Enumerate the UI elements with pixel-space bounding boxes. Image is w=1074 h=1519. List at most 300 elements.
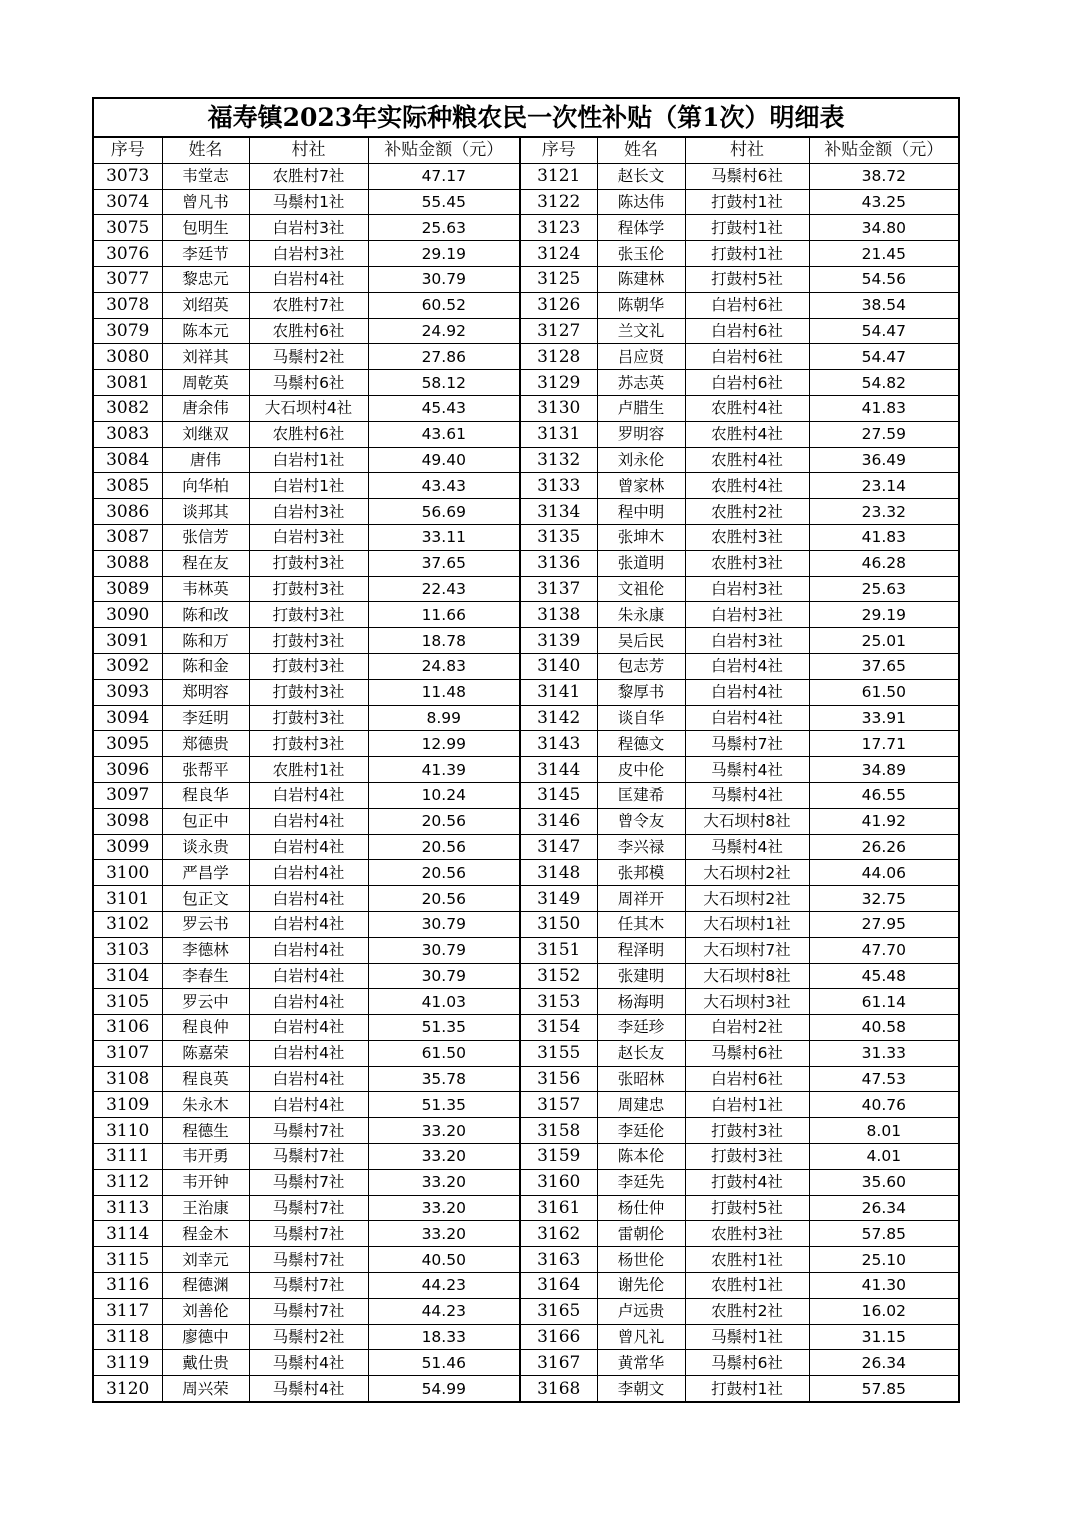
cell-amount: 25.01 bbox=[809, 628, 959, 654]
cell-amount: 29.19 bbox=[368, 241, 520, 267]
cell-village: 大石坝村2社 bbox=[685, 860, 809, 886]
cell-amount: 24.92 bbox=[368, 318, 520, 344]
cell-amount: 11.66 bbox=[368, 602, 520, 628]
cell-amount: 40.58 bbox=[809, 1015, 959, 1041]
cell-amount: 54.47 bbox=[809, 344, 959, 370]
cell-amount: 10.24 bbox=[368, 782, 520, 808]
cell-name: 曾凡礼 bbox=[597, 1324, 685, 1350]
cell-name: 陈本元 bbox=[162, 318, 249, 344]
header-amount: 补贴金额（元） bbox=[809, 137, 959, 163]
table-row bbox=[93, 1247, 959, 1273]
cell-village: 白岩村4社 bbox=[249, 937, 368, 963]
cell-amount: 33.91 bbox=[809, 705, 959, 731]
cell-amount: 20.56 bbox=[368, 808, 520, 834]
cell-name: 程在友 bbox=[162, 550, 249, 576]
cell-seq: 3143 bbox=[520, 731, 597, 757]
cell-seq: 3101 bbox=[93, 886, 162, 912]
cell-name: 程德生 bbox=[162, 1118, 249, 1144]
cell-village: 白岩村6社 bbox=[685, 344, 809, 370]
cell-seq: 3147 bbox=[520, 834, 597, 860]
cell-name: 周祥开 bbox=[597, 886, 685, 912]
cell-seq: 3133 bbox=[520, 473, 597, 499]
cell-amount: 17.71 bbox=[809, 731, 959, 757]
cell-name: 苏志英 bbox=[597, 370, 685, 396]
cell-village: 白岩村2社 bbox=[685, 1015, 809, 1041]
cell-seq: 3079 bbox=[93, 318, 162, 344]
cell-amount: 55.45 bbox=[368, 189, 520, 215]
cell-village: 大石坝村1社 bbox=[685, 911, 809, 937]
cell-name: 黎厚书 bbox=[597, 679, 685, 705]
cell-village: 打鼓村4社 bbox=[685, 1169, 809, 1195]
cell-village: 农胜村1社 bbox=[685, 1273, 809, 1299]
cell-seq: 3122 bbox=[520, 189, 597, 215]
cell-village: 马鬃村2社 bbox=[249, 1324, 368, 1350]
cell-amount: 40.76 bbox=[809, 1092, 959, 1118]
cell-seq: 3132 bbox=[520, 447, 597, 473]
cell-name: 陈和改 bbox=[162, 602, 249, 628]
cell-village: 马鬃村7社 bbox=[249, 1144, 368, 1170]
table-row bbox=[93, 628, 959, 654]
cell-seq: 3128 bbox=[520, 344, 597, 370]
cell-village: 农胜村6社 bbox=[249, 318, 368, 344]
cell-amount: 30.79 bbox=[368, 911, 520, 937]
cell-seq: 3135 bbox=[520, 524, 597, 550]
cell-name: 廖德中 bbox=[162, 1324, 249, 1350]
cell-village: 白岩村4社 bbox=[249, 782, 368, 808]
cell-seq: 3142 bbox=[520, 705, 597, 731]
table-row bbox=[93, 1195, 959, 1221]
cell-seq: 3077 bbox=[93, 266, 162, 292]
cell-amount: 8.01 bbox=[809, 1118, 959, 1144]
cell-amount: 45.48 bbox=[809, 963, 959, 989]
cell-amount: 44.23 bbox=[368, 1298, 520, 1324]
cell-name: 包正中 bbox=[162, 808, 249, 834]
table-row bbox=[93, 421, 959, 447]
table-row bbox=[93, 447, 959, 473]
cell-seq: 3134 bbox=[520, 499, 597, 525]
cell-name: 严昌学 bbox=[162, 860, 249, 886]
cell-seq: 3159 bbox=[520, 1144, 597, 1170]
cell-village: 农胜村1社 bbox=[249, 757, 368, 783]
cell-name: 张帮平 bbox=[162, 757, 249, 783]
cell-name: 曾凡书 bbox=[162, 189, 249, 215]
cell-seq: 3086 bbox=[93, 499, 162, 525]
cell-name: 包正文 bbox=[162, 886, 249, 912]
cell-seq: 3098 bbox=[93, 808, 162, 834]
cell-seq: 3144 bbox=[520, 757, 597, 783]
cell-village: 白岩村1社 bbox=[685, 1092, 809, 1118]
cell-name: 包明生 bbox=[162, 215, 249, 241]
cell-name: 李春生 bbox=[162, 963, 249, 989]
table-row bbox=[93, 937, 959, 963]
cell-name: 皮中伦 bbox=[597, 757, 685, 783]
cell-seq: 3117 bbox=[93, 1298, 162, 1324]
cell-name: 程良英 bbox=[162, 1066, 249, 1092]
cell-amount: 54.82 bbox=[809, 370, 959, 396]
cell-village: 大石坝村2社 bbox=[685, 886, 809, 912]
cell-amount: 26.34 bbox=[809, 1195, 959, 1221]
cell-amount: 43.25 bbox=[809, 189, 959, 215]
cell-village: 马鬃村7社 bbox=[249, 1221, 368, 1247]
cell-amount: 31.15 bbox=[809, 1324, 959, 1350]
cell-seq: 3089 bbox=[93, 576, 162, 602]
cell-village: 马鬃村1社 bbox=[249, 189, 368, 215]
cell-name: 陈本伦 bbox=[597, 1144, 685, 1170]
cell-amount: 41.03 bbox=[368, 989, 520, 1015]
cell-amount: 44.23 bbox=[368, 1273, 520, 1299]
cell-amount: 37.65 bbox=[809, 653, 959, 679]
cell-name: 曾令友 bbox=[597, 808, 685, 834]
cell-seq: 3152 bbox=[520, 963, 597, 989]
cell-seq: 3148 bbox=[520, 860, 597, 886]
cell-village: 白岩村4社 bbox=[249, 1015, 368, 1041]
cell-amount: 61.50 bbox=[809, 679, 959, 705]
cell-seq: 3113 bbox=[93, 1195, 162, 1221]
cell-name: 谈自华 bbox=[597, 705, 685, 731]
cell-seq: 3131 bbox=[520, 421, 597, 447]
cell-name: 唐伟 bbox=[162, 447, 249, 473]
cell-village: 打鼓村3社 bbox=[249, 705, 368, 731]
cell-amount: 47.17 bbox=[368, 163, 520, 189]
cell-name: 陈和金 bbox=[162, 653, 249, 679]
cell-village: 打鼓村1社 bbox=[685, 241, 809, 267]
cell-seq: 3130 bbox=[520, 395, 597, 421]
cell-amount: 57.85 bbox=[809, 1221, 959, 1247]
cell-village: 农胜村7社 bbox=[249, 292, 368, 318]
cell-village: 马鬃村1社 bbox=[685, 1324, 809, 1350]
cell-village: 农胜村3社 bbox=[685, 524, 809, 550]
cell-name: 李廷先 bbox=[597, 1169, 685, 1195]
cell-name: 雷朝伦 bbox=[597, 1221, 685, 1247]
cell-seq: 3123 bbox=[520, 215, 597, 241]
subsidy-table bbox=[92, 97, 960, 1403]
cell-village: 打鼓村3社 bbox=[249, 576, 368, 602]
cell-seq: 3084 bbox=[93, 447, 162, 473]
cell-village: 白岩村4社 bbox=[249, 1040, 368, 1066]
cell-village: 农胜村4社 bbox=[685, 421, 809, 447]
cell-name: 郑德贵 bbox=[162, 731, 249, 757]
column-header-row bbox=[93, 137, 959, 163]
cell-village: 打鼓村1社 bbox=[685, 189, 809, 215]
cell-amount: 20.56 bbox=[368, 860, 520, 886]
cell-seq: 3074 bbox=[93, 189, 162, 215]
cell-seq: 3104 bbox=[93, 963, 162, 989]
header-name: 姓名 bbox=[597, 137, 685, 163]
cell-name: 刘永伦 bbox=[597, 447, 685, 473]
cell-amount: 38.54 bbox=[809, 292, 959, 318]
cell-name: 刘绍英 bbox=[162, 292, 249, 318]
cell-name: 陈达伟 bbox=[597, 189, 685, 215]
cell-amount: 44.06 bbox=[809, 860, 959, 886]
cell-village: 白岩村4社 bbox=[249, 911, 368, 937]
cell-amount: 36.49 bbox=[809, 447, 959, 473]
cell-village: 马鬃村7社 bbox=[249, 1118, 368, 1144]
cell-seq: 3087 bbox=[93, 524, 162, 550]
cell-village: 白岩村4社 bbox=[249, 989, 368, 1015]
table-row bbox=[93, 241, 959, 267]
cell-amount: 49.40 bbox=[368, 447, 520, 473]
cell-name: 杨世伦 bbox=[597, 1247, 685, 1273]
cell-seq: 3096 bbox=[93, 757, 162, 783]
cell-amount: 35.60 bbox=[809, 1169, 959, 1195]
cell-seq: 3115 bbox=[93, 1247, 162, 1273]
cell-name: 文祖伦 bbox=[597, 576, 685, 602]
cell-amount: 18.33 bbox=[368, 1324, 520, 1350]
cell-name: 谢先伦 bbox=[597, 1273, 685, 1299]
cell-seq: 3075 bbox=[93, 215, 162, 241]
table-row bbox=[93, 499, 959, 525]
cell-amount: 27.86 bbox=[368, 344, 520, 370]
cell-name: 陈朝华 bbox=[597, 292, 685, 318]
cell-village: 马鬃村7社 bbox=[249, 1247, 368, 1273]
cell-name: 陈嘉荣 bbox=[162, 1040, 249, 1066]
cell-name: 韦开钟 bbox=[162, 1169, 249, 1195]
table-row bbox=[93, 1015, 959, 1041]
table-row bbox=[93, 782, 959, 808]
cell-amount: 20.56 bbox=[368, 886, 520, 912]
cell-name: 刘祥其 bbox=[162, 344, 249, 370]
cell-seq: 3157 bbox=[520, 1092, 597, 1118]
cell-village: 打鼓村5社 bbox=[685, 266, 809, 292]
table-row bbox=[93, 1298, 959, 1324]
cell-seq: 3081 bbox=[93, 370, 162, 396]
table-row bbox=[93, 705, 959, 731]
cell-village: 农胜村2社 bbox=[685, 1298, 809, 1324]
cell-village: 白岩村4社 bbox=[249, 266, 368, 292]
cell-amount: 31.33 bbox=[809, 1040, 959, 1066]
cell-name: 程体学 bbox=[597, 215, 685, 241]
cell-seq: 3082 bbox=[93, 395, 162, 421]
cell-name: 朱永木 bbox=[162, 1092, 249, 1118]
cell-amount: 43.43 bbox=[368, 473, 520, 499]
cell-seq: 3162 bbox=[520, 1221, 597, 1247]
cell-amount: 60.52 bbox=[368, 292, 520, 318]
header-village: 村社 bbox=[249, 137, 368, 163]
cell-amount: 8.99 bbox=[368, 705, 520, 731]
cell-amount: 25.63 bbox=[809, 576, 959, 602]
table-row bbox=[93, 266, 959, 292]
cell-name: 周乾英 bbox=[162, 370, 249, 396]
cell-seq: 3167 bbox=[520, 1350, 597, 1376]
cell-amount: 41.83 bbox=[809, 395, 959, 421]
cell-name: 谈永贵 bbox=[162, 834, 249, 860]
cell-name: 张玉伦 bbox=[597, 241, 685, 267]
cell-village: 农胜村3社 bbox=[685, 550, 809, 576]
cell-village: 打鼓村1社 bbox=[685, 215, 809, 241]
cell-village: 农胜村7社 bbox=[249, 163, 368, 189]
cell-village: 马鬃村2社 bbox=[249, 344, 368, 370]
cell-seq: 3102 bbox=[93, 911, 162, 937]
cell-seq: 3141 bbox=[520, 679, 597, 705]
cell-amount: 43.61 bbox=[368, 421, 520, 447]
cell-village: 白岩村6社 bbox=[685, 318, 809, 344]
cell-village: 农胜村1社 bbox=[685, 1247, 809, 1273]
cell-seq: 3137 bbox=[520, 576, 597, 602]
cell-seq: 3129 bbox=[520, 370, 597, 396]
header-village: 村社 bbox=[685, 137, 809, 163]
cell-village: 白岩村4社 bbox=[685, 653, 809, 679]
cell-amount: 16.02 bbox=[809, 1298, 959, 1324]
cell-name: 李廷伦 bbox=[597, 1118, 685, 1144]
table-body bbox=[93, 163, 959, 1402]
cell-village: 马鬃村7社 bbox=[249, 1169, 368, 1195]
cell-amount: 51.46 bbox=[368, 1350, 520, 1376]
cell-amount: 51.35 bbox=[368, 1015, 520, 1041]
cell-village: 打鼓村3社 bbox=[249, 731, 368, 757]
cell-amount: 37.65 bbox=[368, 550, 520, 576]
cell-village: 打鼓村3社 bbox=[249, 628, 368, 654]
cell-name: 周建忠 bbox=[597, 1092, 685, 1118]
cell-village: 白岩村3社 bbox=[249, 241, 368, 267]
cell-name: 吕应贤 bbox=[597, 344, 685, 370]
cell-name: 李朝文 bbox=[597, 1376, 685, 1402]
cell-seq: 3166 bbox=[520, 1324, 597, 1350]
cell-seq: 3161 bbox=[520, 1195, 597, 1221]
header-name: 姓名 bbox=[162, 137, 249, 163]
cell-seq: 3103 bbox=[93, 937, 162, 963]
cell-seq: 3090 bbox=[93, 602, 162, 628]
cell-name: 程金木 bbox=[162, 1221, 249, 1247]
cell-seq: 3076 bbox=[93, 241, 162, 267]
cell-name: 罗明容 bbox=[597, 421, 685, 447]
cell-amount: 47.53 bbox=[809, 1066, 959, 1092]
cell-village: 农胜村4社 bbox=[685, 395, 809, 421]
table-row bbox=[93, 1324, 959, 1350]
cell-village: 打鼓村1社 bbox=[685, 1376, 809, 1402]
table-row bbox=[93, 395, 959, 421]
cell-seq: 3158 bbox=[520, 1118, 597, 1144]
cell-name: 卢远贵 bbox=[597, 1298, 685, 1324]
cell-name: 卢腊生 bbox=[597, 395, 685, 421]
cell-village: 大石坝村8社 bbox=[685, 808, 809, 834]
cell-name: 张坤木 bbox=[597, 524, 685, 550]
cell-seq: 3118 bbox=[93, 1324, 162, 1350]
cell-village: 大石坝村3社 bbox=[685, 989, 809, 1015]
cell-village: 白岩村6社 bbox=[685, 1066, 809, 1092]
cell-name: 刘幸元 bbox=[162, 1247, 249, 1273]
table-row bbox=[93, 1273, 959, 1299]
cell-amount: 25.63 bbox=[368, 215, 520, 241]
cell-amount: 33.20 bbox=[368, 1221, 520, 1247]
cell-amount: 27.59 bbox=[809, 421, 959, 447]
cell-seq: 3100 bbox=[93, 860, 162, 886]
cell-seq: 3073 bbox=[93, 163, 162, 189]
cell-name: 杨仕仲 bbox=[597, 1195, 685, 1221]
cell-amount: 45.43 bbox=[368, 395, 520, 421]
cell-amount: 46.55 bbox=[809, 782, 959, 808]
cell-amount: 61.14 bbox=[809, 989, 959, 1015]
cell-seq: 3156 bbox=[520, 1066, 597, 1092]
table-row bbox=[93, 576, 959, 602]
cell-seq: 3091 bbox=[93, 628, 162, 654]
cell-seq: 3136 bbox=[520, 550, 597, 576]
cell-name: 郑明容 bbox=[162, 679, 249, 705]
cell-village: 白岩村3社 bbox=[249, 524, 368, 550]
cell-village: 白岩村1社 bbox=[249, 447, 368, 473]
table-row bbox=[93, 344, 959, 370]
cell-seq: 3083 bbox=[93, 421, 162, 447]
cell-seq: 3094 bbox=[93, 705, 162, 731]
cell-seq: 3153 bbox=[520, 989, 597, 1015]
cell-village: 马鬃村7社 bbox=[685, 731, 809, 757]
cell-name: 程中明 bbox=[597, 499, 685, 525]
table-row bbox=[93, 1092, 959, 1118]
cell-village: 打鼓村3社 bbox=[249, 653, 368, 679]
table-row bbox=[93, 1221, 959, 1247]
cell-name: 韦堂志 bbox=[162, 163, 249, 189]
cell-name: 程良仲 bbox=[162, 1015, 249, 1041]
cell-amount: 57.85 bbox=[809, 1376, 959, 1402]
cell-seq: 3127 bbox=[520, 318, 597, 344]
table-row bbox=[93, 911, 959, 937]
cell-name: 程德文 bbox=[597, 731, 685, 757]
cell-amount: 38.72 bbox=[809, 163, 959, 189]
cell-amount: 35.78 bbox=[368, 1066, 520, 1092]
cell-amount: 18.78 bbox=[368, 628, 520, 654]
cell-village: 白岩村3社 bbox=[249, 215, 368, 241]
cell-amount: 54.47 bbox=[809, 318, 959, 344]
cell-village: 白岩村3社 bbox=[685, 602, 809, 628]
cell-amount: 41.83 bbox=[809, 524, 959, 550]
cell-seq: 3145 bbox=[520, 782, 597, 808]
cell-name: 程德渊 bbox=[162, 1273, 249, 1299]
cell-amount: 23.32 bbox=[809, 499, 959, 525]
cell-name: 曾家林 bbox=[597, 473, 685, 499]
cell-name: 刘继双 bbox=[162, 421, 249, 447]
cell-seq: 3108 bbox=[93, 1066, 162, 1092]
cell-seq: 3112 bbox=[93, 1169, 162, 1195]
cell-amount: 30.79 bbox=[368, 266, 520, 292]
table-row bbox=[93, 963, 959, 989]
cell-name: 朱永康 bbox=[597, 602, 685, 628]
cell-name: 罗云中 bbox=[162, 989, 249, 1015]
cell-name: 赵长文 bbox=[597, 163, 685, 189]
table-row bbox=[93, 524, 959, 550]
cell-amount: 54.56 bbox=[809, 266, 959, 292]
cell-village: 马鬃村6社 bbox=[249, 370, 368, 396]
cell-amount: 41.39 bbox=[368, 757, 520, 783]
cell-amount: 32.75 bbox=[809, 886, 959, 912]
cell-seq: 3092 bbox=[93, 653, 162, 679]
cell-seq: 3097 bbox=[93, 782, 162, 808]
cell-amount: 56.69 bbox=[368, 499, 520, 525]
cell-amount: 58.12 bbox=[368, 370, 520, 396]
cell-village: 白岩村4社 bbox=[685, 705, 809, 731]
cell-village: 白岩村4社 bbox=[249, 860, 368, 886]
cell-seq: 3154 bbox=[520, 1015, 597, 1041]
table-row bbox=[93, 1144, 959, 1170]
cell-seq: 3164 bbox=[520, 1273, 597, 1299]
table-row bbox=[93, 292, 959, 318]
cell-amount: 34.89 bbox=[809, 757, 959, 783]
table-row bbox=[93, 1066, 959, 1092]
cell-amount: 54.99 bbox=[368, 1376, 520, 1402]
cell-amount: 23.14 bbox=[809, 473, 959, 499]
cell-amount: 24.83 bbox=[368, 653, 520, 679]
cell-amount: 27.95 bbox=[809, 911, 959, 937]
cell-seq: 3105 bbox=[93, 989, 162, 1015]
cell-amount: 26.26 bbox=[809, 834, 959, 860]
cell-name: 程良华 bbox=[162, 782, 249, 808]
table-row bbox=[93, 757, 959, 783]
cell-village: 打鼓村3社 bbox=[685, 1144, 809, 1170]
cell-name: 李廷明 bbox=[162, 705, 249, 731]
cell-seq: 3155 bbox=[520, 1040, 597, 1066]
cell-name: 唐余伟 bbox=[162, 395, 249, 421]
cell-seq: 3151 bbox=[520, 937, 597, 963]
cell-seq: 3110 bbox=[93, 1118, 162, 1144]
cell-amount: 40.50 bbox=[368, 1247, 520, 1273]
